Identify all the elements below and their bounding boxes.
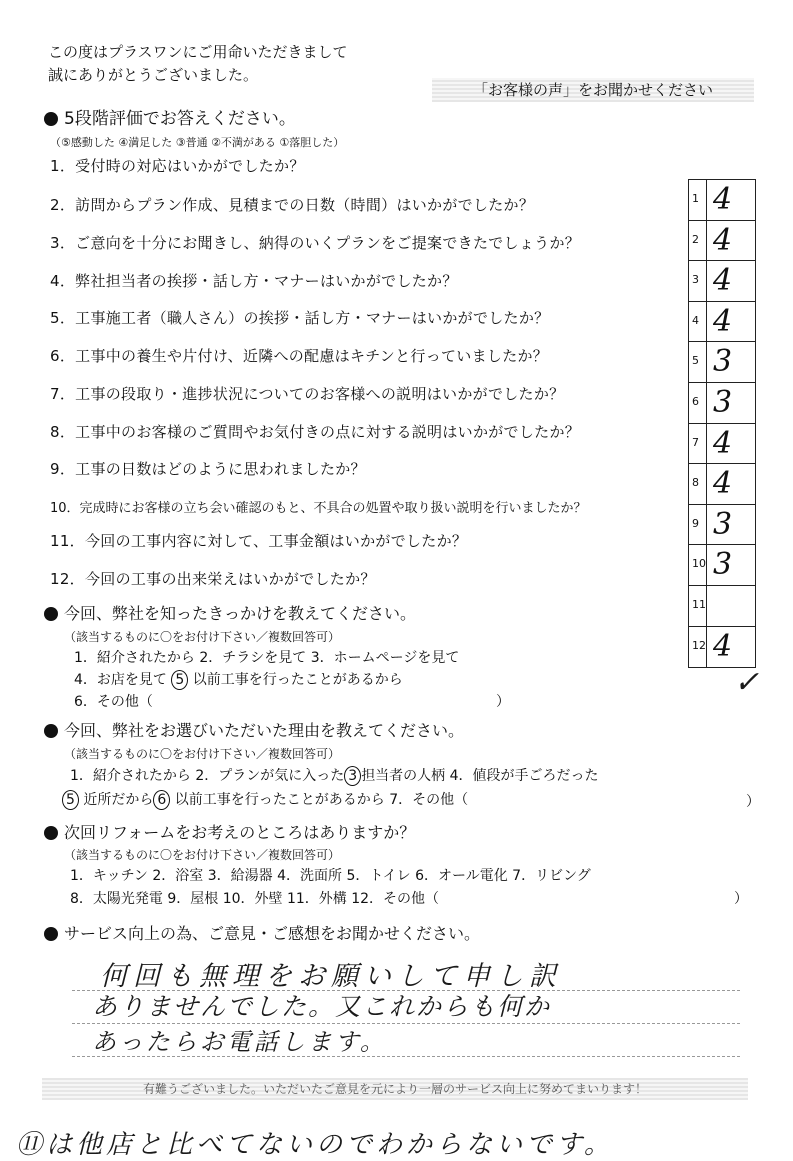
answer-row[interactable] <box>689 464 755 505</box>
comment-line-3: あったらお電話します。 <box>92 1028 387 1056</box>
answer-number: 8 <box>692 476 699 490</box>
answer-number: 10 <box>692 557 706 571</box>
trigger-option-5-text: 以前工事を行ったことがあるから <box>192 672 403 688</box>
reason-option-3-4: 担当者の人柄 4．値段が手ごろだった <box>361 768 599 784</box>
answer-number: 5 <box>692 354 699 368</box>
answer-row[interactable] <box>689 586 755 627</box>
answer-value: 4 <box>713 466 733 502</box>
question-12: 12．今回の工事の出来栄えはいかがでしたか？ <box>50 570 376 588</box>
answer-row[interactable] <box>689 505 755 546</box>
reason-option-6-7: 以前工事を行ったことがあるから 7．その他（ <box>174 792 469 808</box>
answer-row[interactable] <box>689 424 755 465</box>
reason-heading-text: 今回、弊社をお選びいただいた理由を教えてください。 <box>64 721 465 740</box>
trigger-note: （該当するものに〇をお付け下さい／複数回答可） <box>64 630 341 644</box>
circled-option-5[interactable]: 5 <box>171 670 188 690</box>
question-3: 3．ご意向を十分にお聞きし、納得のいくプランをご提案できたでしょうか？ <box>50 234 581 252</box>
reform-note: （該当するものに〇をお付け下さい／複数回答可） <box>64 848 341 862</box>
bullet-icon <box>44 112 58 126</box>
comment-line-1: 何回も無理をお願いして申し訳 <box>100 961 562 992</box>
question-11: 11．今回の工事内容に対して、工事金額はいかがでしたか？ <box>50 532 468 550</box>
answer-number: 4 <box>692 313 699 327</box>
question-8: 8．工事中のお客様のご質問やお気付きの点に対する説明はいかがでしたか？ <box>50 423 581 441</box>
rating-heading <box>44 104 296 129</box>
comments-heading-text: サービス向上の為、ご意見・ご感想をお聞かせください。 <box>64 924 481 943</box>
question-10: 10．完成時にお客様の立ち会い確認のもと、不具合の処置や取り扱い説明を行いましたか？ <box>50 501 587 516</box>
answer-value: 3 <box>713 384 733 420</box>
answer-value: 4 <box>713 182 733 217</box>
bullet-icon <box>44 724 58 738</box>
circled-option-5[interactable]: 5 <box>62 790 79 810</box>
reason-option-1-2[interactable]: 1．紹介されたから 2．プランが気に入った <box>70 768 345 784</box>
comment-line-2: ありませんでした。又これからも何か <box>92 992 552 1021</box>
answer-value: 4 <box>713 222 733 258</box>
greeting-line-2: 誠にありがとうございました。 <box>48 66 259 84</box>
reason-other-close: ） <box>746 794 760 810</box>
rating-scale: （⑤感動した ④満足した ③普通 ②不満がある ①落胆した） <box>50 136 345 149</box>
answer-number: 11 <box>692 597 706 611</box>
trigger-options-1[interactable]: 1．紹介されたから 2．チラシを見て 3．ホームページを見て <box>74 650 460 666</box>
question-6: 6．工事中の養生や片付け、近隣への配慮はキチンと行っていましたか？ <box>50 347 549 365</box>
answer-number: 6 <box>692 394 699 408</box>
reason-note: （該当するものに〇をお付け下さい／複数回答可） <box>64 747 341 761</box>
reform-options-1[interactable]: 1．キッチン 2．浴室 3．給湯器 4．洗面所 5．トイレ 6．オール電化 7．リビング <box>70 868 591 884</box>
question-9: 9．工事の日数はどのように思われましたか？ <box>50 460 366 478</box>
check-mark: ✓ <box>734 665 760 700</box>
question-1: 1．受付時の対応はいかがでしたか？ <box>50 157 305 175</box>
comments-heading <box>44 921 480 944</box>
reform-other-close: ） <box>734 891 748 907</box>
bottom-handwritten-note: ⑪は他店と比べてないのでわからないです。 <box>16 1130 614 1160</box>
answer-row[interactable] <box>689 383 755 424</box>
trigger-options-2[interactable] <box>74 669 403 690</box>
question-5: 5．工事施工者（職人さん）の挨拶・話し方・マナーはいかがでしたか？ <box>50 309 550 327</box>
circled-option-3[interactable]: 3 <box>344 766 361 786</box>
reform-heading-text: 次回リフォームをお考えのところはありますか？ <box>64 823 416 842</box>
voice-banner: 「お客様の声」をお聞かせください <box>432 78 754 102</box>
answer-row[interactable] <box>689 221 755 262</box>
bullet-icon <box>44 927 58 941</box>
answer-row[interactable] <box>689 627 755 668</box>
question-2: 2．訪問からプラン作成、見積までの日数（時間）はいかがでしたか？ <box>50 196 535 214</box>
answer-number: 12 <box>692 638 706 652</box>
question-4: 4．弊社担当者の挨拶・話し方・マナーはいかがでしたか？ <box>50 272 458 290</box>
answer-value: 4 <box>713 425 733 461</box>
reform-options-2[interactable]: 8．太陽光発電 9．屋根 10．外壁 11．外構 12．その他（ <box>70 891 440 907</box>
bullet-icon <box>44 607 58 621</box>
answer-number: 7 <box>692 435 699 449</box>
trigger-heading-text: 今回、弊社を知ったきっかけを教えてください。 <box>64 604 417 623</box>
answer-value: 4 <box>713 263 733 299</box>
answer-number: 1 <box>692 192 699 205</box>
answer-grid <box>688 179 756 668</box>
rating-heading-text: 5段階評価でお答えください。 <box>64 109 296 129</box>
answer-value: 3 <box>713 344 733 380</box>
question-7: 7．工事の段取り・進捗状況についてのお客様への説明はいかがでしたか？ <box>50 385 565 403</box>
answer-value: 4 <box>713 628 733 664</box>
answer-number: 2 <box>692 232 699 246</box>
circled-option-6[interactable]: 6 <box>153 790 170 810</box>
answer-value: 4 <box>713 303 733 339</box>
answer-row[interactable] <box>689 545 755 586</box>
greeting-line-1: この度はプラスワンにご用命いただきまして <box>48 43 348 61</box>
bullet-icon <box>44 826 58 840</box>
thanks-footer: 有難うございました。いただいたご意見を元により一層のサービス向上に努めてまいります！ <box>42 1078 748 1100</box>
answer-value: 3 <box>713 547 733 583</box>
reason-heading <box>44 718 464 741</box>
trigger-other[interactable]: 6．その他（ <box>74 694 153 710</box>
answer-row[interactable] <box>689 342 755 383</box>
reason-option-5-text: 近所だから <box>83 792 154 808</box>
answer-row[interactable] <box>689 180 755 221</box>
reform-heading <box>44 820 415 843</box>
trigger-other-close: ） <box>496 694 510 710</box>
answer-row[interactable] <box>689 261 755 302</box>
trigger-option-4[interactable]: 4．お店を見て <box>74 672 167 688</box>
trigger-heading <box>44 601 416 624</box>
answer-number: 9 <box>692 516 699 530</box>
reason-options-1[interactable] <box>70 765 599 786</box>
answer-number: 3 <box>692 273 699 287</box>
answer-value: 3 <box>713 506 733 542</box>
reason-options-2[interactable] <box>62 789 468 810</box>
answer-row[interactable] <box>689 302 755 343</box>
